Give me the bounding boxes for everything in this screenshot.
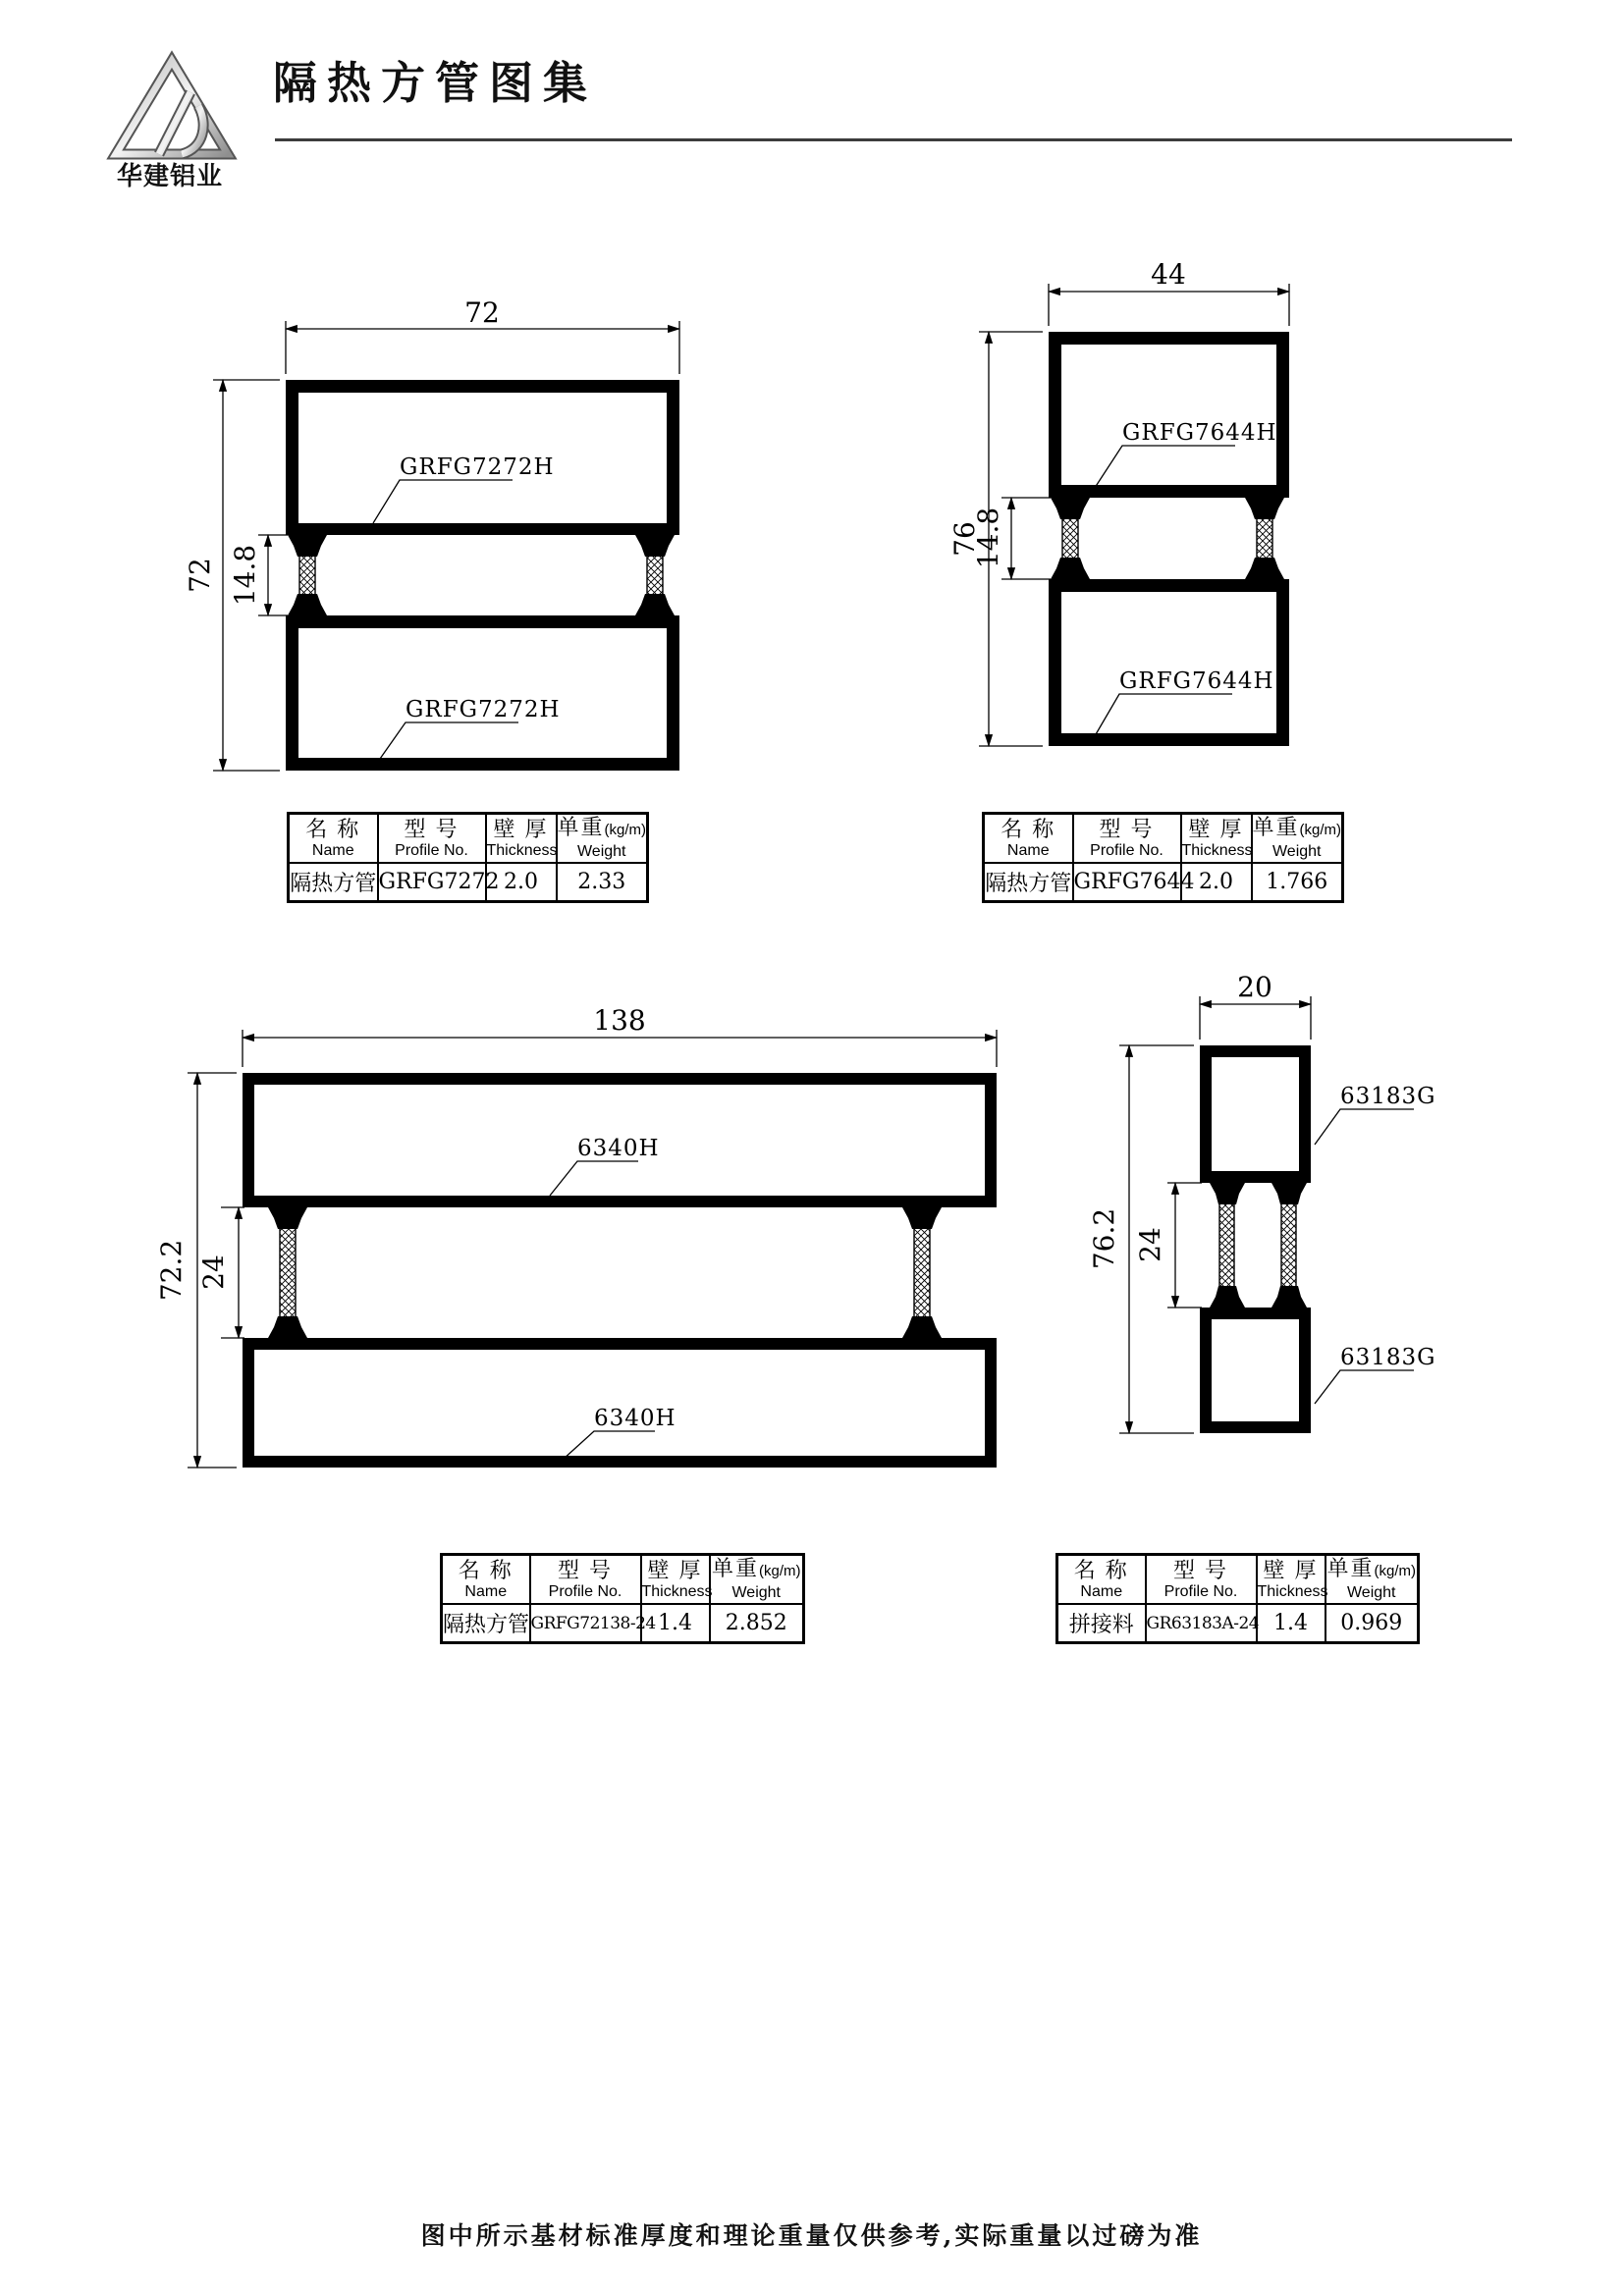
header-profile-cn: 型 号 bbox=[557, 1557, 614, 1582]
header-name bbox=[984, 814, 1073, 864]
cell-profile-no: GRFG72138-24 bbox=[530, 1604, 641, 1643]
thermal-break-strut-right bbox=[635, 535, 675, 615]
header-weight-cn: 单重(kg/m) bbox=[557, 815, 647, 839]
header-profile bbox=[1146, 1555, 1257, 1605]
header-thickness bbox=[1181, 814, 1252, 864]
drawing-gr63183 bbox=[1060, 972, 1532, 1492]
thermal-break-strut-left bbox=[1210, 1183, 1245, 1308]
height-dimension: 76.2 bbox=[1088, 1207, 1120, 1270]
spec-table-grfg7644 bbox=[982, 812, 1344, 903]
company-name: 华建铝业 bbox=[116, 161, 223, 190]
width-dimension: 138 bbox=[593, 1004, 646, 1037]
leader-line-lower bbox=[380, 722, 518, 759]
profile-label-lower: 6340H bbox=[594, 1406, 676, 1431]
header-name-en: Name bbox=[1006, 841, 1050, 859]
cell-profile-no: GRFG7644 bbox=[1073, 863, 1181, 902]
spec-table-gr63183 bbox=[1055, 1553, 1420, 1644]
profile-label-upper: 63183G bbox=[1340, 1084, 1436, 1109]
header-thickness-en: Thickness bbox=[486, 841, 558, 859]
height-dimension: 72.2 bbox=[155, 1239, 188, 1302]
gap-dimension: 24 bbox=[197, 1255, 230, 1290]
thermal-break-strut-right bbox=[1271, 1183, 1307, 1308]
header-thickness-cn: 壁 厚 bbox=[493, 816, 549, 841]
header-profile bbox=[378, 814, 486, 864]
header-thickness-cn: 壁 厚 bbox=[1188, 816, 1244, 841]
thermal-break-strut-right bbox=[1245, 498, 1284, 579]
lower-tube-section bbox=[1200, 1308, 1311, 1433]
spec-table-grfg72138 bbox=[440, 1553, 805, 1644]
thermal-break-strut-left bbox=[1051, 498, 1090, 579]
upper-tube-section bbox=[1200, 1045, 1311, 1183]
header-name bbox=[1057, 1555, 1146, 1605]
header-profile-en: Profile No. bbox=[1090, 841, 1163, 859]
profile-label-lower: GRFG7272H bbox=[406, 697, 561, 722]
gap-dimension: 24 bbox=[1134, 1227, 1166, 1262]
header-name bbox=[442, 1555, 530, 1605]
title-underline bbox=[275, 138, 1512, 141]
header-weight bbox=[710, 1555, 804, 1605]
header-profile-en: Profile No. bbox=[1163, 1582, 1238, 1600]
leader-line-lower bbox=[1315, 1370, 1414, 1404]
lower-tube-section bbox=[243, 1338, 997, 1468]
header-thickness-cn: 壁 厚 bbox=[1263, 1557, 1319, 1582]
header-weight bbox=[557, 814, 648, 864]
leader-line-upper bbox=[550, 1161, 638, 1196]
header-profile-en: Profile No. bbox=[548, 1582, 622, 1600]
footer-disclaimer: 图中所示基材标准厚度和理论重量仅供参考,实际重量以过磅为准 bbox=[420, 2221, 1203, 2250]
spec-table-grfg7272 bbox=[287, 812, 649, 903]
header-thickness-cn: 壁 厚 bbox=[647, 1557, 703, 1582]
cell-name: 隔热方管 bbox=[984, 863, 1073, 902]
header-profile bbox=[1073, 814, 1181, 864]
header-weight bbox=[1252, 814, 1343, 864]
header-profile-en: Profile No. bbox=[395, 841, 468, 859]
profile-label-upper: GRFG7644H bbox=[1122, 420, 1277, 446]
header-thickness-en: Thickness bbox=[1181, 841, 1253, 859]
width-dimension: 72 bbox=[464, 296, 500, 329]
header-name-cn: 名 称 bbox=[305, 816, 361, 841]
header-weight-en: Weight bbox=[1346, 1584, 1396, 1601]
header-weight bbox=[1325, 1555, 1419, 1605]
cell-weight: 1.766 bbox=[1252, 863, 1343, 902]
header-name-cn: 名 称 bbox=[1073, 1557, 1129, 1582]
thermal-break-strut-right bbox=[902, 1207, 942, 1338]
profile-label-lower: 63183G bbox=[1340, 1345, 1436, 1370]
cell-weight: 2.33 bbox=[557, 863, 648, 902]
header-thickness-en: Thickness bbox=[641, 1582, 713, 1600]
upper-tube-section bbox=[1049, 332, 1289, 498]
header-thickness bbox=[486, 814, 557, 864]
header-profile-cn: 型 号 bbox=[404, 816, 460, 841]
drawing-grfg72138 bbox=[137, 982, 1041, 1492]
header-weight-en: Weight bbox=[576, 843, 626, 860]
lower-tube-section bbox=[1049, 579, 1289, 746]
width-dimension: 20 bbox=[1237, 971, 1272, 1003]
gap-dimension: 14.8 bbox=[229, 544, 261, 607]
header-name-en: Name bbox=[1080, 1582, 1123, 1600]
cell-weight: 2.852 bbox=[710, 1604, 804, 1643]
header-weight-cn: 单重(kg/m) bbox=[1252, 815, 1342, 839]
lower-tube-section bbox=[286, 615, 679, 771]
drawing-grfg7644 bbox=[933, 245, 1365, 795]
cell-weight: 0.969 bbox=[1325, 1604, 1419, 1643]
height-dimension: 72 bbox=[184, 558, 216, 593]
leader-line-upper bbox=[1093, 446, 1235, 491]
header-weight-cn: 单重(kg/m) bbox=[1326, 1556, 1416, 1580]
drawing-grfg7272 bbox=[177, 245, 697, 795]
header-name bbox=[289, 814, 378, 864]
leader-line-upper bbox=[373, 480, 513, 523]
cell-name: 隔热方管 bbox=[289, 863, 378, 902]
cell-name: 拼接料 bbox=[1057, 1604, 1146, 1643]
profile-label-upper: GRFG7272H bbox=[400, 454, 555, 480]
thermal-break-strut-left bbox=[288, 535, 327, 615]
gap-extension-lines bbox=[1167, 1183, 1202, 1308]
cell-profile-no: GRFG7272 bbox=[378, 863, 486, 902]
header-name-en: Name bbox=[311, 841, 354, 859]
header-name-en: Name bbox=[464, 1582, 508, 1600]
profile-label-lower: GRFG7644H bbox=[1119, 668, 1274, 694]
cell-thickness: 2.0 bbox=[1181, 863, 1252, 902]
cell-thickness: 1.4 bbox=[1257, 1604, 1325, 1643]
profile-label-upper: 6340H bbox=[577, 1136, 660, 1161]
page-title: 隔热方管图集 bbox=[273, 57, 598, 109]
header-thickness bbox=[641, 1555, 713, 1605]
header-weight-en: Weight bbox=[1271, 843, 1322, 860]
header-name-cn: 名 称 bbox=[458, 1557, 514, 1582]
header-thickness-en: Thickness bbox=[1257, 1582, 1328, 1600]
gap-extension-lines bbox=[1001, 498, 1051, 579]
header-profile-cn: 型 号 bbox=[1099, 816, 1155, 841]
leader-line-upper bbox=[1315, 1109, 1414, 1145]
header-thickness bbox=[1257, 1555, 1328, 1605]
cell-thickness: 1.4 bbox=[641, 1604, 710, 1643]
width-dimension: 44 bbox=[1151, 258, 1186, 291]
cell-profile-no: GR63183A-24 bbox=[1146, 1604, 1257, 1643]
leader-line-lower bbox=[563, 1431, 655, 1460]
header-name-cn: 名 称 bbox=[1001, 816, 1056, 841]
height-dimension: 76 bbox=[948, 521, 981, 557]
header-profile-cn: 型 号 bbox=[1172, 1557, 1229, 1582]
company-logo-icon bbox=[110, 55, 234, 159]
cell-name: 隔热方管 bbox=[442, 1604, 530, 1643]
gap-dimension: 14.8 bbox=[972, 507, 1004, 569]
header-profile bbox=[530, 1555, 641, 1605]
thermal-break-strut-left bbox=[268, 1207, 307, 1338]
header-weight-cn: 单重(kg/m) bbox=[711, 1556, 801, 1580]
header-weight-en: Weight bbox=[731, 1584, 781, 1601]
gap-extension-lines bbox=[258, 535, 288, 615]
cell-thickness: 2.0 bbox=[486, 863, 557, 902]
